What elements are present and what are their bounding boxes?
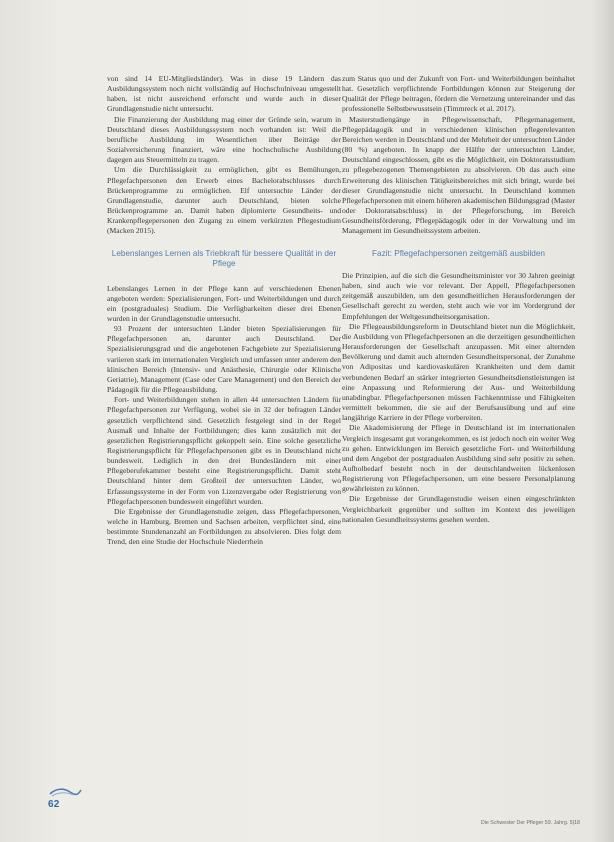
journal-footer: Die Schwester Der Pfleger 59. Jahrg. 5|18: [480, 820, 580, 826]
paragraph: Lebenslanges Lernen in der Pflege kann auf verschiedenen Ebenen angeboten werden: Spezialisierungen, Fort- und Weiterbildungen und durch ein (postgraduales) Studium. Die Verfügbarkeiten dieser drei Ebenen wurden in der Grundlagenstudie untersucht.: [107, 283, 341, 323]
page-edge-shadow: [592, 0, 614, 842]
publisher-logo-icon: [48, 786, 82, 797]
paragraph: Die Prinzipien, auf die sich die Gesundheitsminister vor 30 Jahren geeinigt haben, sind auch wie vor relevant. Der Appell, Pflegefachpersonen zeitgemäß auszubilden, um den gesundheitlichen Herausforderungen der Gesellschaft gerecht zu werden, steht auch wie vor im Vordergrund der Empfehlungen der Weltgesundheitsorganisation.: [342, 271, 575, 321]
right-text-column: [342, 74, 575, 525]
paragraph: Um die Durchlässigkeit zu ermöglichen, gibt es Bemühungen, Pflegefachpersonen den Erwerb eines Bachelorabschlusses durch Brückenprogramme zu ermöglichen. Elf untersuchte Länder der Grundlagenstudie, darunter auch Deutschland, bieten solche Brückenprogramme an. Damit haben diplomierte Gesundheits- und Krankenpflegepersonen den Zugang zu einem verkürzten Pflegestudium (Macken 2015).: [107, 165, 341, 236]
paragraph: Die Pflegeausbildungsreform in Deutschland bietet nun die Möglichkeit, die Ausbildung von Pflegefachpersonen an die derzeitigen gesundheitlichen Herausforderungen der Gesellschaft anzupassen. Mit einer alternden Bevölkerung und damit auch alternden Gesundheitspersonal, der Zunahme von Adipositas und kardiovaskulären Krankheiten und dem damit verbundenen Bedarf an stärker integrierten Gesundheitsdienstleistungen ist eine Anpassung und Reformierung der Aus- und Weiterbildung unabdingbar. Pflegefachpersonen müssen Fachkenntnisse und Fähigkeiten vermittelt bekommen, die sie auf der Berufsausübung und auf eine langjährige Karriere in der Pflege vorbereiten.: [342, 321, 575, 423]
left-text-column: [107, 74, 341, 548]
page-number: 62: [48, 799, 60, 810]
paragraph: von sind 14 EU-Mitgliedsländer). Was in diese 19 Ländern das Ausbildungssystem noch nicht vollständig auf Hochschulniveau umgestellt haben, ist nicht ausreichend erforscht und wurde auch in dieser Grundlagenstudie nicht untersucht.: [107, 74, 341, 114]
paragraph: Die Finanzierung der Ausbildung mag einer der Gründe sein, warum in Deutschland dieses Ausbildungssystem noch vorhanden ist: Weil die berufliche Ausbildung im Wesentlichen über Beiträge der Sozialversicherung finanziert, wäre eine hochschulische Ausbildung dagegen aus Steuermitteln zu tragen.: [107, 114, 341, 165]
paragraph: 93 Prozent der untersuchten Länder bieten Spezialisierungen für Pflegefachpersonen an, darunter auch Deutschland. Der Spezialisierungsgrad und die angebotenen Fachgebiete zur Spezialisierung variieren stark im internationalen Vergleich und umfassen unter anderem den klinischen Bereich (Intensiv- und Anästhesie, Chirurgie oder Klinische Geriatrie), Management (Case oder Care Management) und den Bereich der Pädagogik für die Pflegeausbildung.: [107, 324, 341, 395]
paragraph: zum Status quo und der Zukunft von Fort- und Weiterbildungen beinhaltet hat. Gesetzlich verpflichtende Fortbildungen können zur Steigerung der Qualität der Pflege beitragen, fördern die Vernetzung untereinander und das professionelle Selbstbewusstsein (Timmreck et al. 2017).: [342, 74, 575, 114]
paragraph: Die Ergebnisse der Grundlagenstudie weisen einen eingeschränkten Vergleichbarkeit gegenüber und sollten im Kontext des jeweiligen nationalen Gesundheitssystems gesehen werden.: [342, 494, 575, 524]
section-heading: Lebenslanges Lernen als Triebkraft für bessere Qualität in der Pflege: [111, 248, 337, 268]
page-footer-left: [48, 786, 88, 810]
paragraph: Die Akademisierung der Pflege in Deutschland ist im internationalen Vergleich insgesamt gut vorangekommen, es ist jedoch noch ein weiter Weg zu gehen. Entwicklungen im Bereich gesetzliche Fort- und Weiterbildung und dem Angebot der postgradualen Ausbildung sind sehr positiv zu sehen. Aufholbedarf besteht noch in der deutschlandweiten lückenlosen Registrierung von Pflegefachpersonen, um eine bessere Personalplanung gewährleisten zu können.: [342, 423, 575, 494]
paragraph: Die Ergebnisse der Grundlagenstudie zeigen, dass Pflegefachpersonen, welche in Hamburg, Bremen und Sachsen arbeiten, verpflichtet sind, eine bestimmte Stundenanzahl an Fortbildungen zu absolvieren. Dies folgt dem Trend, den eine Studie der Hochschule Niederrhein: [107, 506, 341, 547]
section-heading: Fazit: Pflegefachpersonen zeitgemäß ausbilden: [372, 248, 545, 258]
paragraph: Fort- und Weiterbildungen stehen in allen 44 untersuchten Ländern für Pflegefachpersonen zur Verfügung, wobei sie in 32 der befragten Länder gesetzlich verpflichtend sind. Gesetzlich festgelegt sind in der Regel Ausmaß und Inhalte der Fortbildungen; dies kann zusätzlich mit der gesetzlichen Registrierungspflicht gekoppelt sein. Eine solche gesetzliche Registrierungspflicht für Pflegefachpersonen gibt es in Deutschland nicht bundesweit. Lediglich in den drei Bundesländern mit einer Pflegeberufekammer besteht eine Registrierungspflicht. Damit steht Deutschland hinter dem Großteil der untersuchten Länder, wo Erfassungssysteme in der Form von Lizenzvergabe oder Registrierung von Pflegefachpersonen bundesweit eingeführt wurden.: [107, 395, 341, 506]
paragraph: Masterstudiengänge in Pflegewissenschaft, Pflegemanagement, Pflegepädagogik und in verschiedenen klinischen pflegerelevanten Bereichen werden in Deutschland und der Mehrheit der untersuchten Länder (80 %) angeboten. In knapp der Hälfte der untersuchten Länder, Deutschland eingeschlossen, gibt es die Möglichkeit, ein Doktoratsstudium zu pflegebezogenen Themengebieten zu absolvieren. Ob das auch eine Erweiterung des klinischen Tätigkeitsbereiches mit sich bringt, wurde bei dieser Grundlagenstudie nicht untersucht. In Deutschland kommen Pflegefachpersonen mit einem höheren akademischen Bildungsgrad (Master oder Doktoratsabschluss) in der Pflegeforschung, im Bereich Gesundheitsförderung, Pflegepädagogik oder in der Verwaltung und im Management im Gesundheitssystem arbeiten.: [342, 114, 575, 236]
